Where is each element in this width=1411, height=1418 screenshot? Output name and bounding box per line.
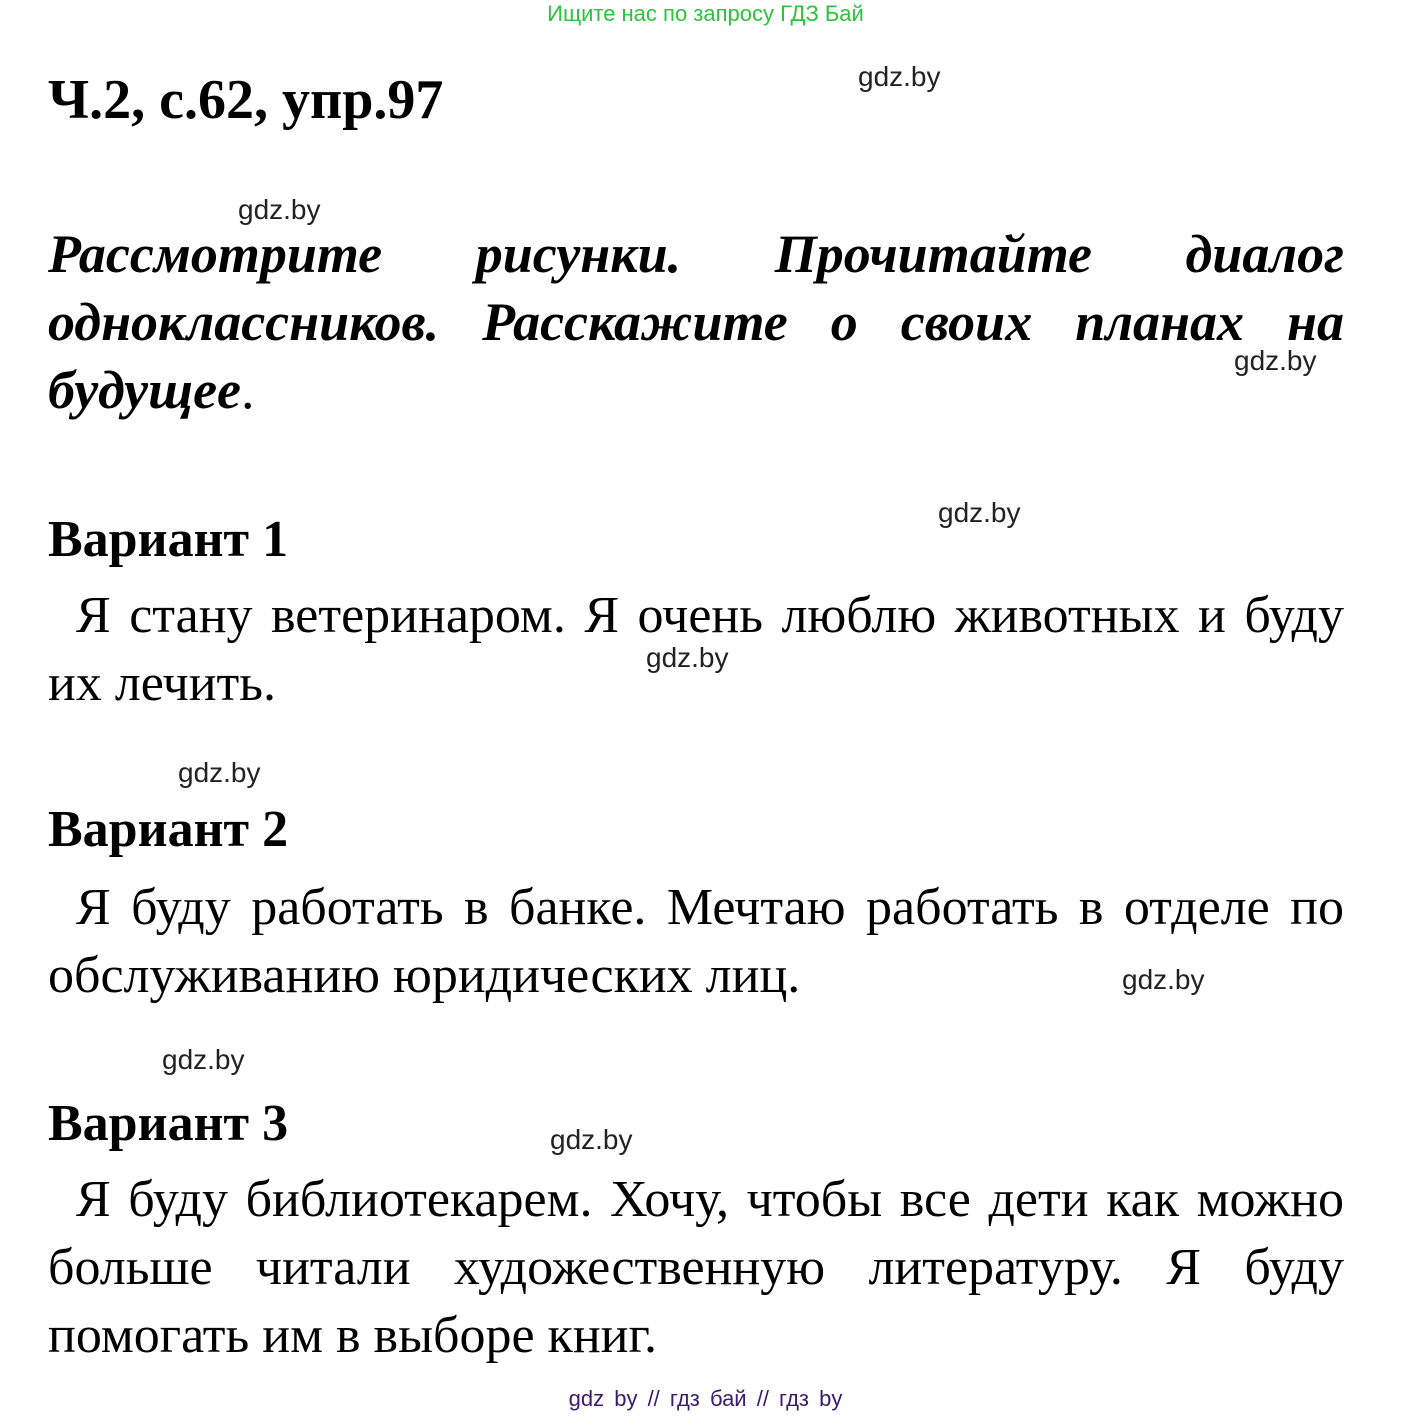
watermark: gdz.by [1234, 345, 1317, 376]
watermark: gdz.by [938, 497, 1021, 528]
watermark: gdz.by [162, 1044, 245, 1075]
instruction-end-punct: . [241, 360, 255, 420]
variant-3-text: Я буду библиотекарем. Хочу, чтобы все дети как можно больше читали художественную литературу. Я буду помогать им в выборе книг. [48, 1171, 1344, 1364]
watermark: gdz.by [646, 642, 729, 673]
watermark: gdz.by [550, 1124, 633, 1155]
variant-1-text: Я стану ветеринаром. Я очень люблю животных и буду их лечить. [48, 587, 1344, 712]
watermark: gdz.by [238, 194, 321, 225]
variant-2-text: Я буду работать в банке. Мечтаю работать в отделе по обслуживанию юридических лиц. [48, 879, 1344, 1004]
instruction-text: Рассмотрите рисунки. Прочитайте диалог одноклассников. Расскажите о своих планах на будущее [48, 224, 1344, 420]
watermark: gdz.by [178, 757, 261, 788]
watermark: gdz.by [858, 61, 941, 92]
search-hint-banner: Ищите нас по запросу ГДЗ Бай [547, 1, 864, 26]
variant-2-heading: Вариант 2 [48, 801, 289, 858]
watermark: gdz.by [1122, 964, 1205, 995]
exercise-instruction [48, 220, 1344, 424]
page-title: Ч.2, с.62, упр.97 [48, 69, 444, 131]
variant-3-heading: Вариант 3 [48, 1095, 289, 1152]
variant-1-heading: Вариант 1 [48, 511, 289, 568]
footer-watermark: gdz by // гдз бай // гдз by [568, 1386, 843, 1411]
